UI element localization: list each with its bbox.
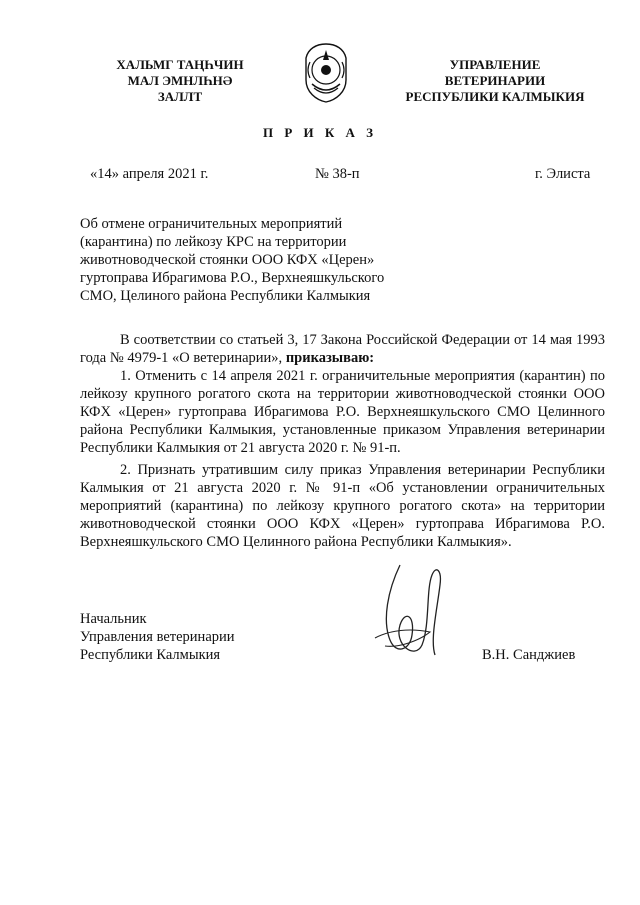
order-date: «14» апреля 2021 г. bbox=[90, 166, 209, 182]
position-line: Управления ветеринарии bbox=[80, 629, 235, 645]
header-left-org bbox=[100, 57, 260, 105]
subject-line: Об отмене ограничительных мероприятий bbox=[80, 216, 343, 232]
intro-text: В соответствии со статьей 3, 17 Закона Российской Федерации от 14 мая 1993 года № 4979-1 «О ветеринарии», bbox=[80, 332, 605, 366]
intro-bold: приказываю: bbox=[285, 350, 375, 366]
order-number: № 38-п bbox=[315, 166, 360, 182]
document-type-title: П Р И К А З bbox=[262, 125, 378, 140]
body-intro bbox=[80, 331, 605, 367]
position-line: Республики Калмыкия bbox=[80, 647, 221, 663]
order-city: г. Элиста bbox=[535, 166, 591, 182]
subject-line: СМО, Целиного района Республики Калмыкия bbox=[80, 288, 371, 304]
header-left-line: ЗАЛЛТ bbox=[157, 89, 203, 104]
subject-line: (карантина) по лейкозу КРС на территории bbox=[80, 234, 347, 250]
handwritten-signature bbox=[360, 560, 460, 670]
order-subject bbox=[80, 215, 410, 305]
header-right-line: РЕСПУБЛИКИ КАЛМЫКИЯ bbox=[405, 89, 585, 104]
order-body bbox=[80, 331, 605, 551]
header-left-line: ХАЛЬМГ ТАҢҺЧИН bbox=[116, 57, 244, 72]
header-right-line: УПРАВЛЕНИЕ bbox=[449, 57, 541, 72]
position-line: Начальник bbox=[80, 611, 147, 627]
header-right-org bbox=[395, 57, 595, 105]
emblem-of-kalmykia-icon bbox=[296, 40, 356, 106]
body-item-1: 1. Отменить с 14 апреля 2021 г. ограничительные мероприятия (карантин) по лейкозу крупного рогатого скота на территории животноводческой стоянки ООО КФХ «Церен» гуртоправа Ибрагимова Р.О. Верхнеяшкульского СМО Целинного района Республики Калмыкия, установленные приказом Управления ветеринарии Республики Калмыкия от 21 августа 2020 г. № 91-п. bbox=[80, 368, 605, 456]
signatory-name: В.Н. Санджиев bbox=[482, 647, 576, 663]
header-left-line: МАЛ ЭМНЛҺНӘ bbox=[127, 73, 233, 88]
subject-line: гуртоправа Ибрагимова Р.О., Верхнеяшкульского bbox=[80, 270, 385, 286]
signature-position bbox=[80, 610, 235, 664]
subject-line: животноводческой стоянки ООО КФХ «Церен» bbox=[80, 252, 375, 268]
body-item-2: 2. Признать утратившим силу приказ Управления ветеринарии Республики Калмыкия от 21 августа 2020 г. № 91-п «Об установлении ограничительных мероприятий (карантина) по лейкозу крупного рогатого скота» на территории животноводческой стоянки ООО КФХ «Церен» гуртоправа Ибрагимова Р.О. Верхнеяшкульского СМО Целинного района Республики Калмыкия». bbox=[80, 462, 605, 550]
header-right-line: ВЕТЕРИНАРИИ bbox=[444, 73, 546, 88]
